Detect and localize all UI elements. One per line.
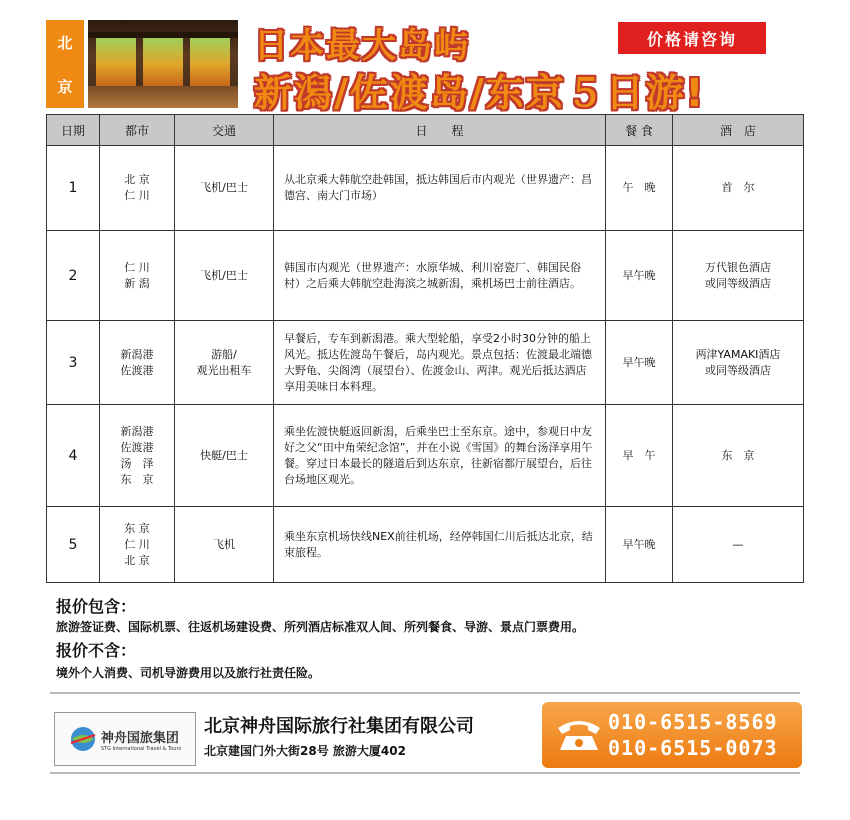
- hotel-cell: [673, 507, 804, 583]
- hotel-name: 两津YAMAKI酒店: [695, 347, 781, 361]
- divider-top: [50, 692, 800, 694]
- logo-text: 神舟国旅集团: [100, 730, 179, 746]
- transport-cell: [175, 231, 274, 321]
- col-header-schedule: 日 程: [274, 115, 606, 146]
- hotel-name: 或同等级酒店: [705, 276, 771, 290]
- transport-cell: [175, 146, 274, 231]
- hotel-name: 东 京: [721, 448, 755, 462]
- hotel-name: —: [732, 537, 744, 551]
- table-row: [47, 321, 804, 405]
- schedule-cell: 早餐后，专车到新潟港。乘大型轮船，享受2小时30分钟的船上风光。抵达佐渡岛午餐后，岛内观光。景点包括：佐渡最北端德大野龟、尖阁湾（展望台）、佐渡金山、两津。观光后抵达酒店享用美味日本料理。: [274, 321, 606, 405]
- table-row: [47, 405, 804, 507]
- hotel-cell: [673, 231, 804, 321]
- meals-cell: 早午晚: [606, 321, 673, 405]
- hotel-cell: [673, 146, 804, 231]
- transport-text: 飞机: [213, 537, 235, 551]
- col-header-hotel: 酒 店: [673, 115, 804, 146]
- city-name: 佐渡港: [120, 363, 154, 377]
- city-name: 新 潟: [124, 276, 150, 290]
- transport-text: 观光出租车: [196, 363, 252, 377]
- excludes-body: 境外个人消费、司机导游费用以及旅行社责任险。: [56, 666, 321, 680]
- temple-photo: [88, 20, 238, 108]
- transport-text: 游船/: [211, 347, 237, 361]
- city-name: 东 京: [124, 521, 150, 535]
- schedule-cell: 从北京乘大韩航空赴韩国，抵达韩国后市内观光（世界遗产：昌德宫、南大门市场）: [274, 146, 606, 231]
- page-title-line1: 日本最大岛屿: [254, 26, 470, 66]
- telephone-icon: [554, 716, 604, 754]
- meals-cell: 早午晚: [606, 231, 673, 321]
- hotel-cell: [673, 405, 804, 507]
- schedule-cell: 乘坐佐渡快艇返回新潟，后乘坐巴士至东京。途中，参观日中友好之父“田中角荣纪念馆”，并在小说《雪国》的舞台汤泽享用午餐。穿过日本最长的隧道后到达东京，往新宿都厅展望台，后往台场地区观光。: [274, 405, 606, 507]
- transport-text: 飞机/巴士: [200, 268, 248, 282]
- phone-number-1[interactable]: 010-6515-8569: [608, 710, 778, 734]
- day-cell: 4: [47, 405, 100, 507]
- city-name: 东 京: [120, 472, 154, 486]
- city-name: 仁 川: [124, 189, 150, 202]
- city-name: 仁 川: [124, 537, 150, 551]
- city-name: 新潟港: [120, 347, 154, 361]
- badge-char-1: 北: [57, 33, 73, 52]
- city-cell: [100, 405, 175, 507]
- company-name: 北京神舟国际旅行社集团有限公司: [204, 716, 474, 737]
- badge-char-2: 京: [57, 77, 73, 96]
- city-badge: [46, 20, 84, 108]
- day-cell: 1: [47, 146, 100, 231]
- table-row: [47, 231, 804, 321]
- company-logo: [54, 712, 196, 766]
- hotel-name: 首 尔: [721, 181, 755, 194]
- meals-cell: 早午晚: [606, 507, 673, 583]
- city-name: 北 京: [124, 553, 150, 567]
- hotel-name: 万代银色酒店: [705, 260, 771, 274]
- transport-text: 飞机/巴士: [200, 181, 248, 194]
- city-name: 汤 泽: [120, 456, 154, 470]
- day-cell: 5: [47, 507, 100, 583]
- hotel-name: 或同等级酒店: [705, 363, 771, 377]
- itinerary-table: [46, 114, 804, 583]
- transport-text: 快艇/巴士: [200, 448, 248, 462]
- schedule-cell: 乘坐东京机场快线NEX前往机场，经停韩国仁川后抵达北京，结束旅程。: [274, 507, 606, 583]
- col-header-meals: 餐 食: [606, 115, 673, 146]
- divider-bottom: [50, 772, 800, 774]
- city-name: 仁 川: [124, 260, 150, 274]
- hotel-cell: [673, 321, 804, 405]
- phone-box: [542, 702, 802, 768]
- company-address: 北京建国门外大街28号 旅游大厦402: [204, 744, 406, 758]
- col-header-city: 都市: [100, 115, 175, 146]
- city-name: 佐渡港: [120, 440, 154, 454]
- table-row: [47, 146, 804, 231]
- day-cell: 2: [47, 231, 100, 321]
- city-cell: [100, 321, 175, 405]
- globe-logo-icon: [69, 725, 97, 753]
- transport-cell: [175, 507, 274, 583]
- city-name: 新潟港: [120, 424, 154, 438]
- meals-cell: 午 晚: [606, 146, 673, 231]
- col-header-day: 日期: [47, 115, 100, 146]
- transport-cell: [175, 321, 274, 405]
- table-row: [47, 507, 804, 583]
- logo-subtext: STG International Travel & Tours: [100, 745, 182, 752]
- excludes-title: 报价不含：: [56, 641, 137, 660]
- includes-title: 报价包含：: [56, 597, 137, 616]
- city-name: 北 京: [124, 173, 150, 186]
- city-cell: [100, 507, 175, 583]
- day-cell: 3: [47, 321, 100, 405]
- phone-number-2[interactable]: 010-6515-0073: [608, 736, 778, 760]
- meals-cell: 早 午: [606, 405, 673, 507]
- schedule-cell: 韩国市内观光（世界遗产：水原华城、利川窑瓷厂、韩国民俗村）之后乘大韩航空赴海滨之城新潟，乘机场巴士前往酒店。: [274, 231, 606, 321]
- table-header-row: [47, 115, 804, 146]
- includes-body: 旅游签证费、国际机票、往返机场建设费、所列酒店标准双人间、所列餐食、导游、景点门票费用。: [56, 620, 585, 634]
- col-header-transport: 交通: [175, 115, 274, 146]
- price-inquiry-button[interactable]: 价格请咨询: [618, 22, 766, 54]
- page-title-line2: 新潟/佐渡岛/东京５日游!: [254, 71, 706, 115]
- transport-cell: [175, 405, 274, 507]
- city-cell: [100, 146, 175, 231]
- city-cell: [100, 231, 175, 321]
